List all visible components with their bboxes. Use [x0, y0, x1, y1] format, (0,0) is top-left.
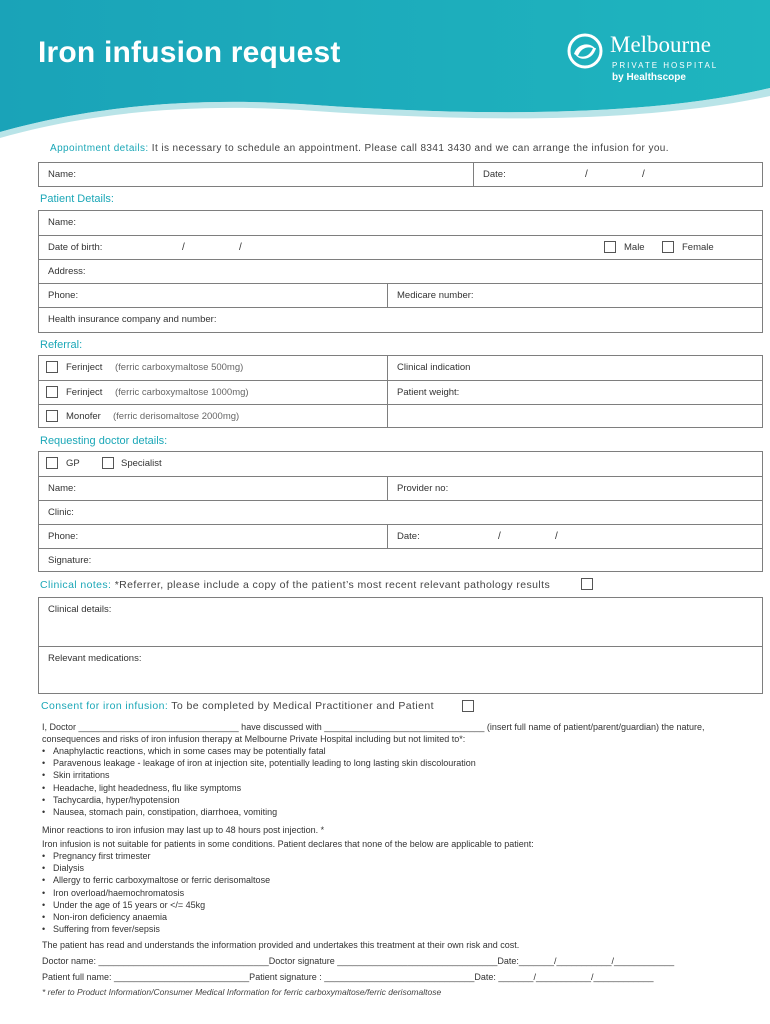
- consent-intro-line-1: I, Doctor ________________________________ have discussed with ________________________________ (insert full name of patient/parent/guardian) the nature,: [42, 722, 705, 732]
- patient-box: [38, 210, 763, 333]
- referral-box: [38, 355, 763, 428]
- logo-byline: by Healthscope: [612, 72, 686, 83]
- doctor-phone-row[interactable]: [39, 524, 762, 548]
- provider-label: Provider no:: [397, 483, 449, 494]
- relevant-medications-field[interactable]: [39, 646, 762, 694]
- appointment-text: It is necessary to schedule an appointment. Please call 8341 3430 and we can arrange the infusion for you.: [148, 143, 669, 154]
- female-checkbox[interactable]: [662, 241, 674, 253]
- appointment-name-label: Name:: [48, 169, 76, 180]
- swirl-logo-icon: [566, 32, 604, 70]
- dob-label: Date of birth:: [48, 242, 103, 253]
- clinical-notes-label: Clinical notes:: [40, 579, 112, 591]
- ferinject-1000-checkbox[interactable]: [46, 386, 58, 398]
- hospital-logo: [566, 32, 746, 88]
- doctor-signature-line[interactable]: Doctor name: __________________________________Doctor signature ________________________________Date:_______/___________/____________: [42, 956, 675, 966]
- date-separator: /: [182, 242, 185, 253]
- product-name: Monofer: [66, 411, 101, 422]
- clinical-notes-text: *Referrer, please include a copy of the patient’s most recent relevant pathology results: [111, 579, 551, 591]
- appointment-row: [39, 163, 762, 187]
- referral-row-3: [39, 404, 762, 428]
- footnote: * refer to Product Information/Consumer Medical Information for ferric carboxymaltose/ferric derisomaltose: [42, 987, 442, 997]
- minor-reactions-text: Minor reactions to iron infusion may last up to 48 hours post injection. *: [42, 825, 325, 835]
- address-label: Address:: [48, 266, 86, 277]
- patient-signature-line[interactable]: Patient full name: ___________________________Patient signature : ______________________________Date: _______/___________/____________: [42, 972, 654, 982]
- risks-list: [42, 745, 476, 818]
- patient-phone-label: Phone:: [48, 290, 79, 301]
- patient-phone-row[interactable]: [39, 283, 762, 307]
- patient-weight-label: Patient weight:: [397, 387, 460, 398]
- medicare-label: Medicare number:: [397, 290, 474, 301]
- product-name: Ferinject: [66, 362, 103, 373]
- logo-subtitle: PRIVATE HOSPITAL: [612, 61, 719, 70]
- appointment-label: Appointment details:: [50, 143, 149, 154]
- unsuitable-intro-text: Iron infusion is not suitable for patients in some conditions. Patient declares that none of the below are applicable to patient:: [42, 839, 534, 849]
- appointment-note: [50, 143, 669, 154]
- list-item: • Suffering from fever/sepsis: [42, 923, 270, 935]
- male-checkbox[interactable]: [604, 241, 616, 253]
- gp-label: GP: [66, 458, 80, 469]
- referral-row-2: [39, 380, 762, 404]
- referral-row-1: [39, 356, 762, 380]
- product-detail: (ferric derisomaltose 2000mg): [113, 411, 240, 422]
- specialist-checkbox[interactable]: [102, 457, 114, 469]
- doctor-name-label: Name:: [48, 483, 76, 494]
- declaration-text: The patient has read and understands the information provided and undertakes this treatment at their own risk and cost.: [42, 940, 520, 950]
- list-item: • Headache, light headedness, flu like symptoms: [42, 782, 476, 794]
- doctor-signature-row[interactable]: [39, 548, 762, 572]
- ferinject-500-checkbox[interactable]: [46, 361, 58, 373]
- product-detail: (ferric carboxymaltose 1000mg): [115, 387, 249, 398]
- product-name: Ferinject: [66, 387, 103, 398]
- product-detail: (ferric carboxymaltose 500mg): [115, 362, 244, 373]
- conditions-list: [42, 850, 270, 935]
- list-item: • Dialysis: [42, 862, 270, 874]
- consent-heading: [41, 700, 434, 712]
- pathology-attached-checkbox[interactable]: [581, 578, 593, 590]
- list-item: • Pregnancy first trimester: [42, 850, 270, 862]
- date-separator: /: [239, 242, 242, 253]
- clinical-details-label: Clinical details:: [48, 604, 112, 615]
- date-separator: /: [642, 169, 645, 180]
- date-separator: /: [585, 169, 588, 180]
- clinical-indication-label: Clinical indication: [397, 362, 471, 373]
- consent-label: Consent for iron infusion:: [41, 700, 169, 712]
- doctor-box: [38, 451, 763, 572]
- clinical-notes-heading: [40, 579, 550, 591]
- patient-insurance-row[interactable]: [39, 307, 762, 331]
- clinic-label: Clinic:: [48, 507, 74, 518]
- monofer-checkbox[interactable]: [46, 410, 58, 422]
- date-separator: /: [498, 531, 501, 542]
- signature-label: Signature:: [48, 555, 92, 566]
- female-label: Female: [682, 242, 714, 253]
- patient-name-label: Name:: [48, 217, 76, 228]
- specialist-label: Specialist: [121, 458, 162, 469]
- appointment-box: [38, 162, 763, 187]
- list-item: • Paravenous leakage - leakage of iron at injection site, potentially leading to long lasting skin discolouration: [42, 757, 476, 769]
- patient-dob-row[interactable]: [39, 235, 762, 259]
- list-item: • Allergy to ferric carboxymaltose or ferric derisomaltose: [42, 874, 270, 886]
- patient-section-title: Patient Details:: [40, 193, 114, 205]
- male-label: Male: [624, 242, 645, 253]
- consent-checkbox[interactable]: [462, 700, 474, 712]
- gp-checkbox[interactable]: [46, 457, 58, 469]
- logo-name: Melbourne: [610, 32, 711, 57]
- referral-section-title: Referral:: [40, 339, 83, 351]
- list-item: • Anaphylactic reactions, which in some cases may be potentially fatal: [42, 745, 476, 757]
- doctor-phone-label: Phone:: [48, 531, 79, 542]
- medications-label: Relevant medications:: [48, 653, 142, 664]
- consent-intro: [42, 721, 705, 745]
- page-title: Iron infusion request: [38, 36, 341, 69]
- list-item: • Nausea, stomach pain, constipation, diarrhoea, vomiting: [42, 806, 476, 818]
- doctor-section-title: Requesting doctor details:: [40, 435, 168, 447]
- list-item: • Skin irritations: [42, 769, 476, 781]
- consent-intro-line-2: consequences and risks of iron infusion therapy at Melbourne Private Hospital including but not limited to*:: [42, 734, 466, 745]
- consent-text: To be completed by Medical Practitioner and Patient: [168, 700, 434, 712]
- doctor-date-label: Date:: [397, 531, 420, 542]
- doctor-type-row: [39, 452, 762, 476]
- patient-name-row[interactable]: [39, 211, 762, 235]
- date-separator: /: [555, 531, 558, 542]
- doctor-clinic-row[interactable]: [39, 500, 762, 524]
- doctor-name-row[interactable]: [39, 476, 762, 500]
- patient-address-row[interactable]: [39, 259, 762, 283]
- clinical-details-field[interactable]: [39, 598, 762, 646]
- list-item: • Tachycardia, hyper/hypotension: [42, 794, 476, 806]
- list-item: • Under the age of 15 years or </= 45kg: [42, 899, 270, 911]
- appointment-date-label: Date:: [483, 169, 506, 180]
- list-item: • Iron overload/haemochromatosis: [42, 887, 270, 899]
- insurance-label: Health insurance company and number:: [48, 314, 217, 325]
- list-item: • Non-iron deficiency anaemia: [42, 911, 270, 923]
- header-banner: [0, 0, 770, 140]
- clinical-notes-box: [38, 597, 763, 694]
